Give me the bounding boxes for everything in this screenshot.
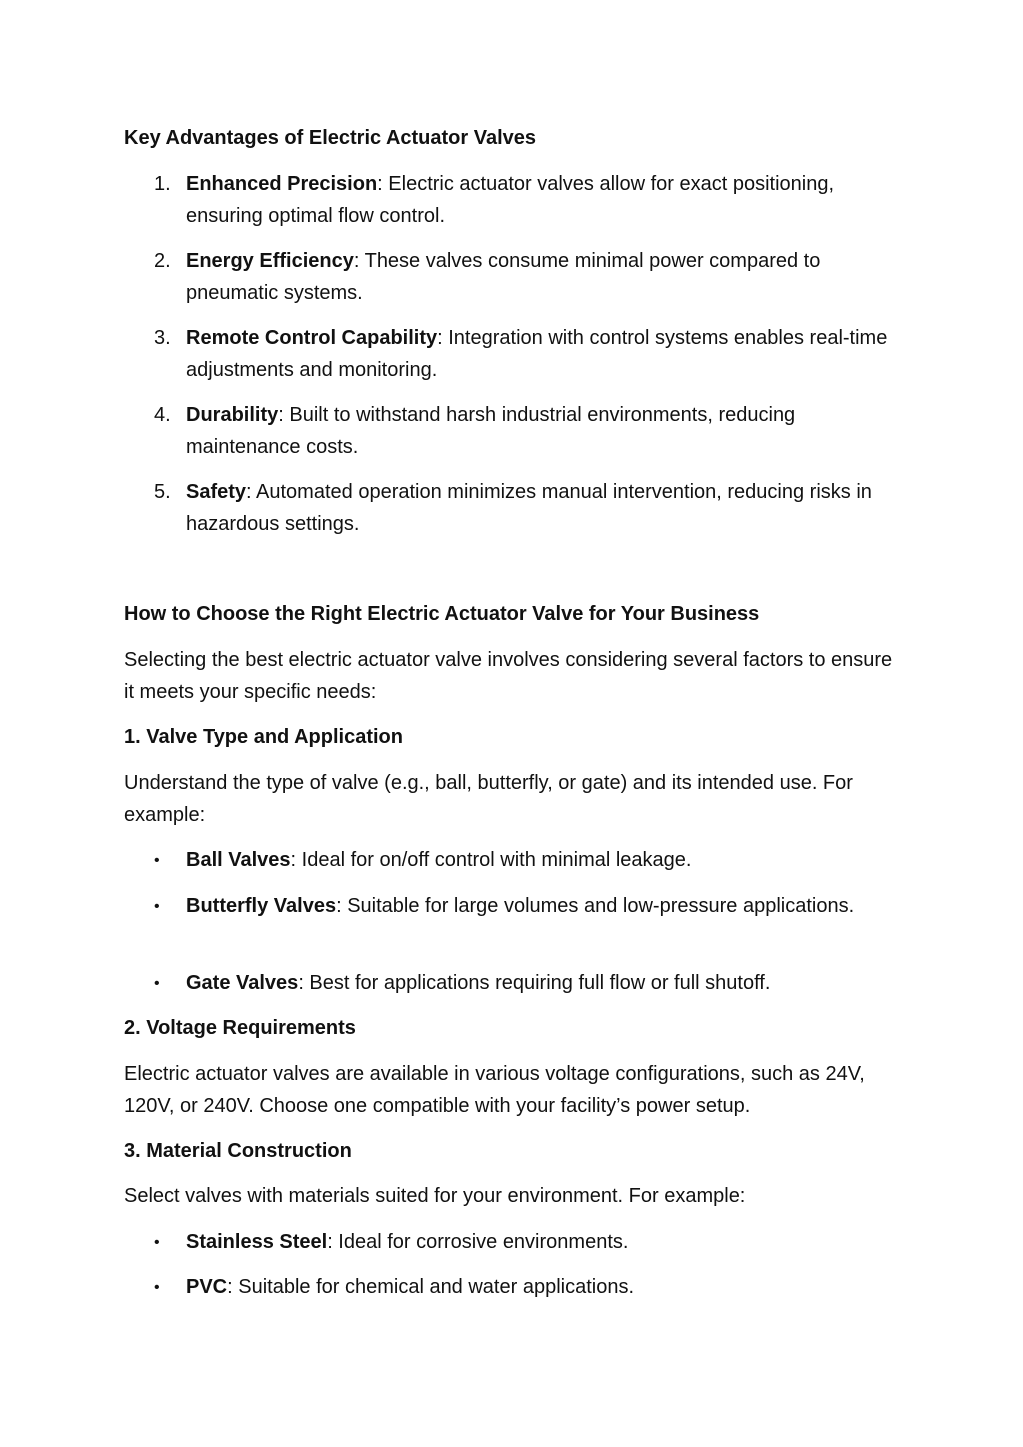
bullet-item-term: Ball Valves xyxy=(186,849,291,871)
section-intro-paragraph: Selecting the best electric actuator valve involves considering several factors to ensure it meets your specific needs: xyxy=(124,649,893,703)
bullet-item-desc: : Ideal for corrosive environments. xyxy=(327,1231,629,1253)
paragraph-voltage: Electric actuator valves are available in various voltage configurations, such as 24V, 120V, or 240V. Choose one compatible with your facility’s power setup. xyxy=(124,1063,865,1117)
list-number: 1. xyxy=(154,173,171,195)
paragraph-valve-type: Understand the type of valve (e.g., ball, butterfly, or gate) and its intended use. For example: xyxy=(124,772,853,826)
list-item-text xyxy=(186,169,904,232)
subheading-voltage: 2. Voltage Requirements xyxy=(124,1017,356,1039)
list-item-desc: : Integration with control systems enables real-time adjustments and monitoring. xyxy=(186,327,888,381)
list-item-term: Remote Control Capability xyxy=(186,327,438,349)
list-item-term: Safety xyxy=(186,481,247,503)
section-heading-how-to-choose: How to Choose the Right Electric Actuator Valve for Your Business xyxy=(124,603,760,625)
bullet-marker: • xyxy=(154,1279,160,1296)
bullet-item-desc: : Suitable for chemical and water applications. xyxy=(227,1276,635,1298)
bullet-marker: • xyxy=(154,1234,160,1251)
subheading-material: 3. Material Construction xyxy=(124,1140,352,1162)
bullet-item xyxy=(124,1272,904,1304)
list-item-desc: : Electric actuator valves allow for exact positioning, ensuring optimal flow control. xyxy=(186,173,835,227)
list-item xyxy=(124,323,904,386)
list-item xyxy=(124,246,904,309)
bullet-item xyxy=(124,891,904,923)
list-number: 4. xyxy=(154,404,171,426)
list-item-desc: : Automated operation minimizes manual intervention, reducing risks in hazardous settings. xyxy=(186,481,872,535)
bullet-item-text xyxy=(186,891,904,923)
bullet-item-term: Gate Valves xyxy=(186,972,299,994)
bullet-marker: • xyxy=(154,975,160,992)
bullet-item xyxy=(124,1227,904,1259)
bullet-item-desc: : Ideal for on/off control with minimal leakage. xyxy=(290,849,692,871)
list-item-desc: : These valves consume minimal power compared to pneumatic systems. xyxy=(186,250,821,304)
paragraph-material: Select valves with materials suited for your environment. For example: xyxy=(124,1185,746,1207)
bullet-item xyxy=(124,845,904,877)
list-item-text xyxy=(186,400,904,463)
list-item-term: Enhanced Precision xyxy=(186,173,378,195)
bullet-item-desc: : Suitable for large volumes and low-pressure applications. xyxy=(336,895,855,917)
list-number: 5. xyxy=(154,481,171,503)
section-heading-key-advantages: Key Advantages of Electric Actuator Valves xyxy=(124,127,537,149)
list-item xyxy=(124,400,904,463)
bullet-item-term: Butterfly Valves xyxy=(186,895,337,917)
list-number: 2. xyxy=(154,250,171,272)
list-item-term: Durability xyxy=(186,404,279,426)
bullet-item-text xyxy=(186,845,904,877)
list-item-text xyxy=(186,323,904,386)
bullet-item-term: PVC xyxy=(186,1276,228,1298)
list-number: 3. xyxy=(154,327,171,349)
list-item-text xyxy=(186,477,904,540)
list-item xyxy=(124,477,904,540)
bullet-item-desc: : Best for applications requiring full flow or full shutoff. xyxy=(298,972,771,994)
bullet-marker: • xyxy=(154,852,160,869)
bullet-item-text xyxy=(186,968,904,1000)
bullet-item-text xyxy=(186,1227,904,1259)
list-item-text xyxy=(186,246,904,309)
list-item xyxy=(124,169,904,232)
bullet-item-text xyxy=(186,1272,904,1304)
bullet-item xyxy=(124,968,904,1000)
list-item-term: Energy Efficiency xyxy=(186,250,354,272)
list-item-desc: : Built to withstand harsh industrial environments, reducing maintenance costs. xyxy=(186,404,796,458)
subheading-valve-type: 1. Valve Type and Application xyxy=(124,726,403,748)
bullet-marker: • xyxy=(154,898,160,915)
bullet-item-term: Stainless Steel xyxy=(186,1231,328,1253)
